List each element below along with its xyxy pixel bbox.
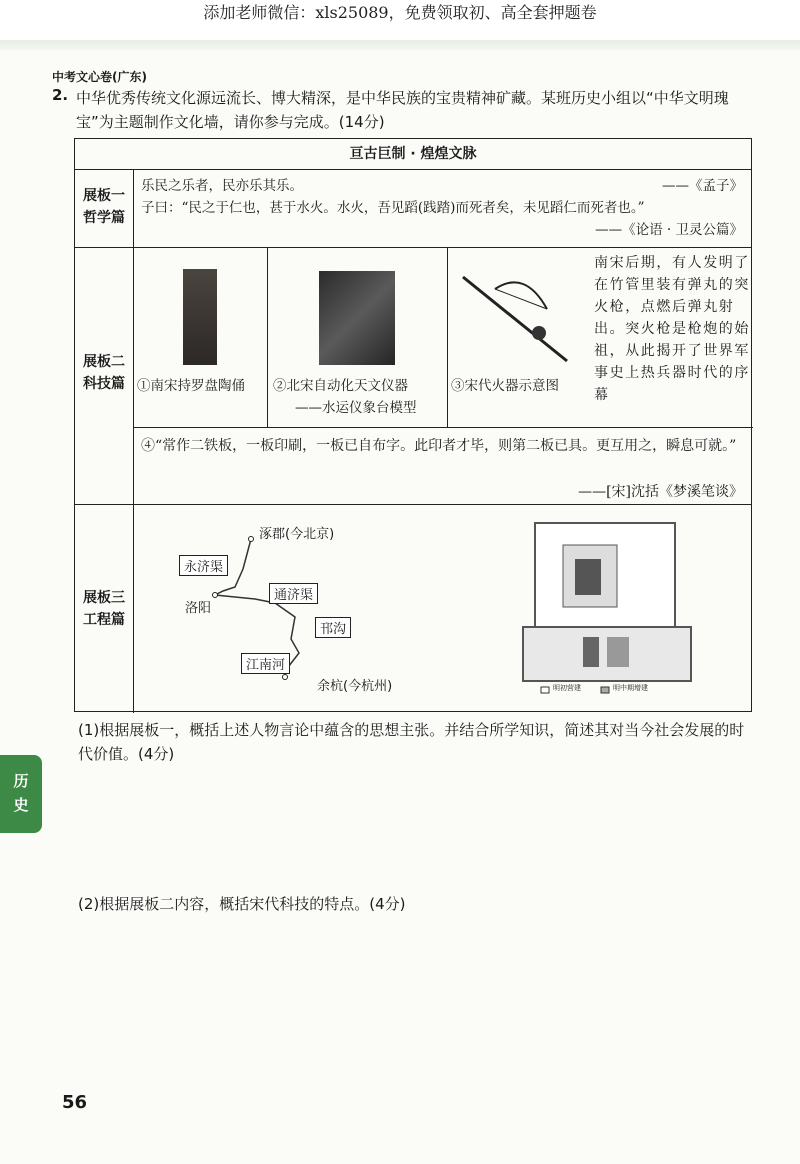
- divider: [75, 169, 751, 170]
- city-plan-map: [521, 513, 697, 699]
- item2-caption-line1: ②北宋自动化天文仪器: [273, 378, 408, 394]
- armillary-model-image: [319, 271, 395, 365]
- divider: [267, 247, 268, 427]
- item4-text: ④“常作二铁板，一板印刷，一板已自布字。此印者才毕，则第二板已具。更互用之，瞬息可就。”: [141, 438, 737, 454]
- divider: [75, 247, 751, 248]
- map-label-hangou: 邗沟: [315, 617, 351, 638]
- sub-question-1: (1)根据展板一，概括上述人物言论中蕴含的思想主张。并结合所学知识，简述其对当今社会发展的时代价值。(4分): [78, 721, 745, 763]
- map-label-luoyang: 洛阳: [185, 601, 212, 616]
- panel1-source1: ——《孟子》: [662, 178, 743, 194]
- legend-item: 明中期增建: [613, 684, 648, 692]
- divider: [447, 247, 448, 427]
- panel1-quote1: 乐民之乐者，民亦乐其乐。: [141, 178, 303, 194]
- divider: [133, 169, 134, 713]
- header-band: [0, 40, 800, 50]
- panel1-source2: ——《论语 · 卫灵公篇》: [595, 222, 743, 238]
- top-banner: 添加老师微信：xls25089，免费领取初、高全套押题卷: [0, 0, 800, 40]
- exhibit-table: [74, 138, 752, 712]
- item3-caption: ③宋代火器示意图: [451, 378, 559, 394]
- map-label-jiangnanhe: 江南河: [241, 653, 290, 674]
- map-label-yuhang: 余杭(今杭州): [317, 679, 393, 694]
- map-label-tongjiqu: 通济渠: [269, 583, 318, 604]
- legend-item: 明初营建: [553, 684, 581, 692]
- panel1-label: 展板一 哲学篇: [83, 188, 125, 226]
- divider: [75, 504, 751, 505]
- item4-source: ——[宋]沈括《梦溪笔谈》: [578, 484, 743, 500]
- map-label-zhuojun: 涿郡(今北京): [259, 527, 335, 542]
- sub-question-2: (2)根据展板二内容，概括宋代科技的特点。(4分): [78, 895, 406, 913]
- question-number: 2.: [52, 86, 69, 104]
- question-intro: 中华优秀传统文化源远流长、博大精深，是中华民族的宝贵精神矿藏。某班历史小组以“中华文明瑰宝”为主题制作文化墙，请你参与完成。(14分): [76, 89, 729, 131]
- divider: [133, 427, 753, 428]
- page-number: 56: [62, 1092, 88, 1113]
- header-tag: 中考文心卷(广东): [52, 70, 147, 84]
- item2-caption-line2: ——水运仪象台模型: [295, 400, 417, 416]
- fire-lance-description: 南宋后期，有人发明了在竹管里装有弹丸的突火枪，点燃后弹丸射出。突火枪是枪炮的始祖，从此揭开了世界军事史上热兵器时代的序幕: [594, 255, 750, 403]
- panel1-quote2: 子曰：“民之于仁也，甚于水火。水火，吾见蹈(践踏)而死者矣，未见蹈仁而死者也。”: [141, 200, 645, 216]
- table-title: 亘古巨制 · 煌煌文脉: [349, 146, 477, 162]
- item1-caption: ①南宋持罗盘陶俑: [137, 378, 245, 394]
- panel2-label: 展板二 科技篇: [83, 354, 125, 392]
- panel3-label: 展板三 工程篇: [83, 590, 125, 628]
- pottery-figure-image: [183, 269, 217, 365]
- fire-lance-diagram: [455, 269, 575, 369]
- subject-tab: 历 史: [0, 755, 42, 833]
- map-label-yongjiqu: 永济渠: [179, 555, 228, 576]
